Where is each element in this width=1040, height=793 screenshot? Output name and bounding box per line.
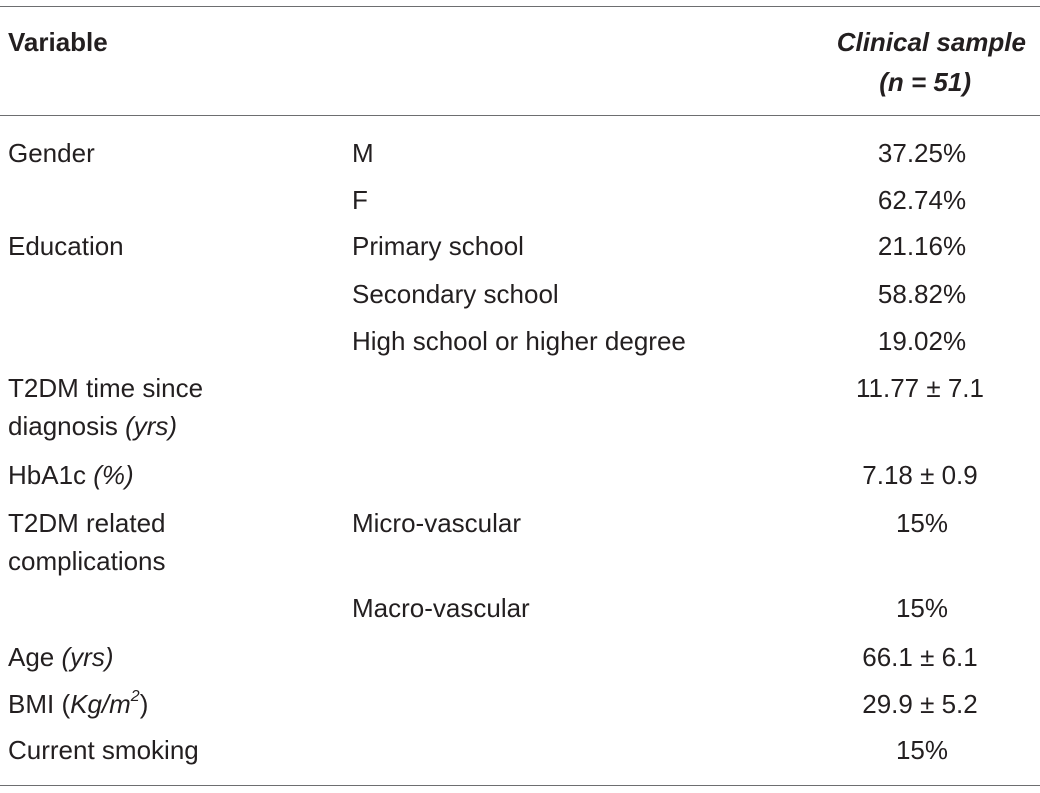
bottom-rule: [0, 785, 1040, 786]
row-variable: [8, 685, 148, 723]
row-variable-line2: [8, 407, 203, 445]
row-value: 7.18 ± 0.9: [862, 460, 978, 490]
row-value: 66.1 ± 6.1: [862, 642, 978, 672]
row-variable-plain: BMI (: [8, 689, 71, 719]
row-value: 37.25%: [877, 138, 967, 168]
row-variable-line1: T2DM related: [8, 508, 166, 538]
row-value: 21.16%: [877, 231, 967, 261]
row-variable-close: ): [139, 689, 149, 719]
row-value: 15%: [895, 593, 949, 623]
header-sample: [837, 22, 1026, 102]
row-variable-plain: Age: [8, 642, 62, 672]
row-variable: Education: [8, 231, 124, 261]
row-category: Macro-vascular: [352, 593, 530, 623]
header-variable: Variable: [8, 27, 108, 57]
row-variable: [8, 456, 134, 494]
row-value: 19.02%: [877, 326, 967, 356]
row-variable: [8, 369, 203, 445]
top-rule: [0, 6, 1040, 7]
unit-base: Kg/m: [70, 689, 131, 719]
row-variable-line1: T2DM time since: [8, 373, 204, 403]
row-value: 62.74%: [877, 185, 967, 215]
row-variable-unit: (%): [93, 460, 134, 490]
row-value: 15%: [895, 508, 949, 538]
row-variable-plain: HbA1c: [8, 460, 94, 490]
row-category: High school or higher degree: [352, 326, 686, 356]
row-value: 29.9 ± 5.2: [862, 689, 978, 719]
row-variable: [8, 504, 166, 580]
row-value: 58.82%: [877, 279, 967, 309]
row-category: F: [352, 185, 368, 215]
header-sample-line2: (n = 51): [879, 67, 971, 97]
row-variable-line2: complications: [8, 546, 166, 576]
row-variable: Current smoking: [8, 735, 199, 765]
row-variable: [8, 638, 113, 676]
row-value: 15%: [895, 735, 949, 765]
row-variable-unit: (yrs): [125, 411, 178, 441]
header-sample-line1: Clinical sample: [836, 27, 1026, 57]
row-category: Micro-vascular: [352, 508, 522, 538]
row-variable: Gender: [8, 138, 95, 168]
row-category: Primary school: [352, 231, 524, 261]
header-rule: [0, 115, 1040, 116]
row-category: Secondary school: [352, 279, 559, 309]
unit-superscript: 2: [130, 688, 140, 706]
row-variable-plain: diagnosis: [8, 411, 126, 441]
row-variable-unit: [70, 689, 140, 719]
row-category: M: [352, 138, 374, 168]
row-variable-unit: (yrs): [61, 642, 114, 672]
row-value: 11.77 ± 7.1: [856, 373, 984, 403]
